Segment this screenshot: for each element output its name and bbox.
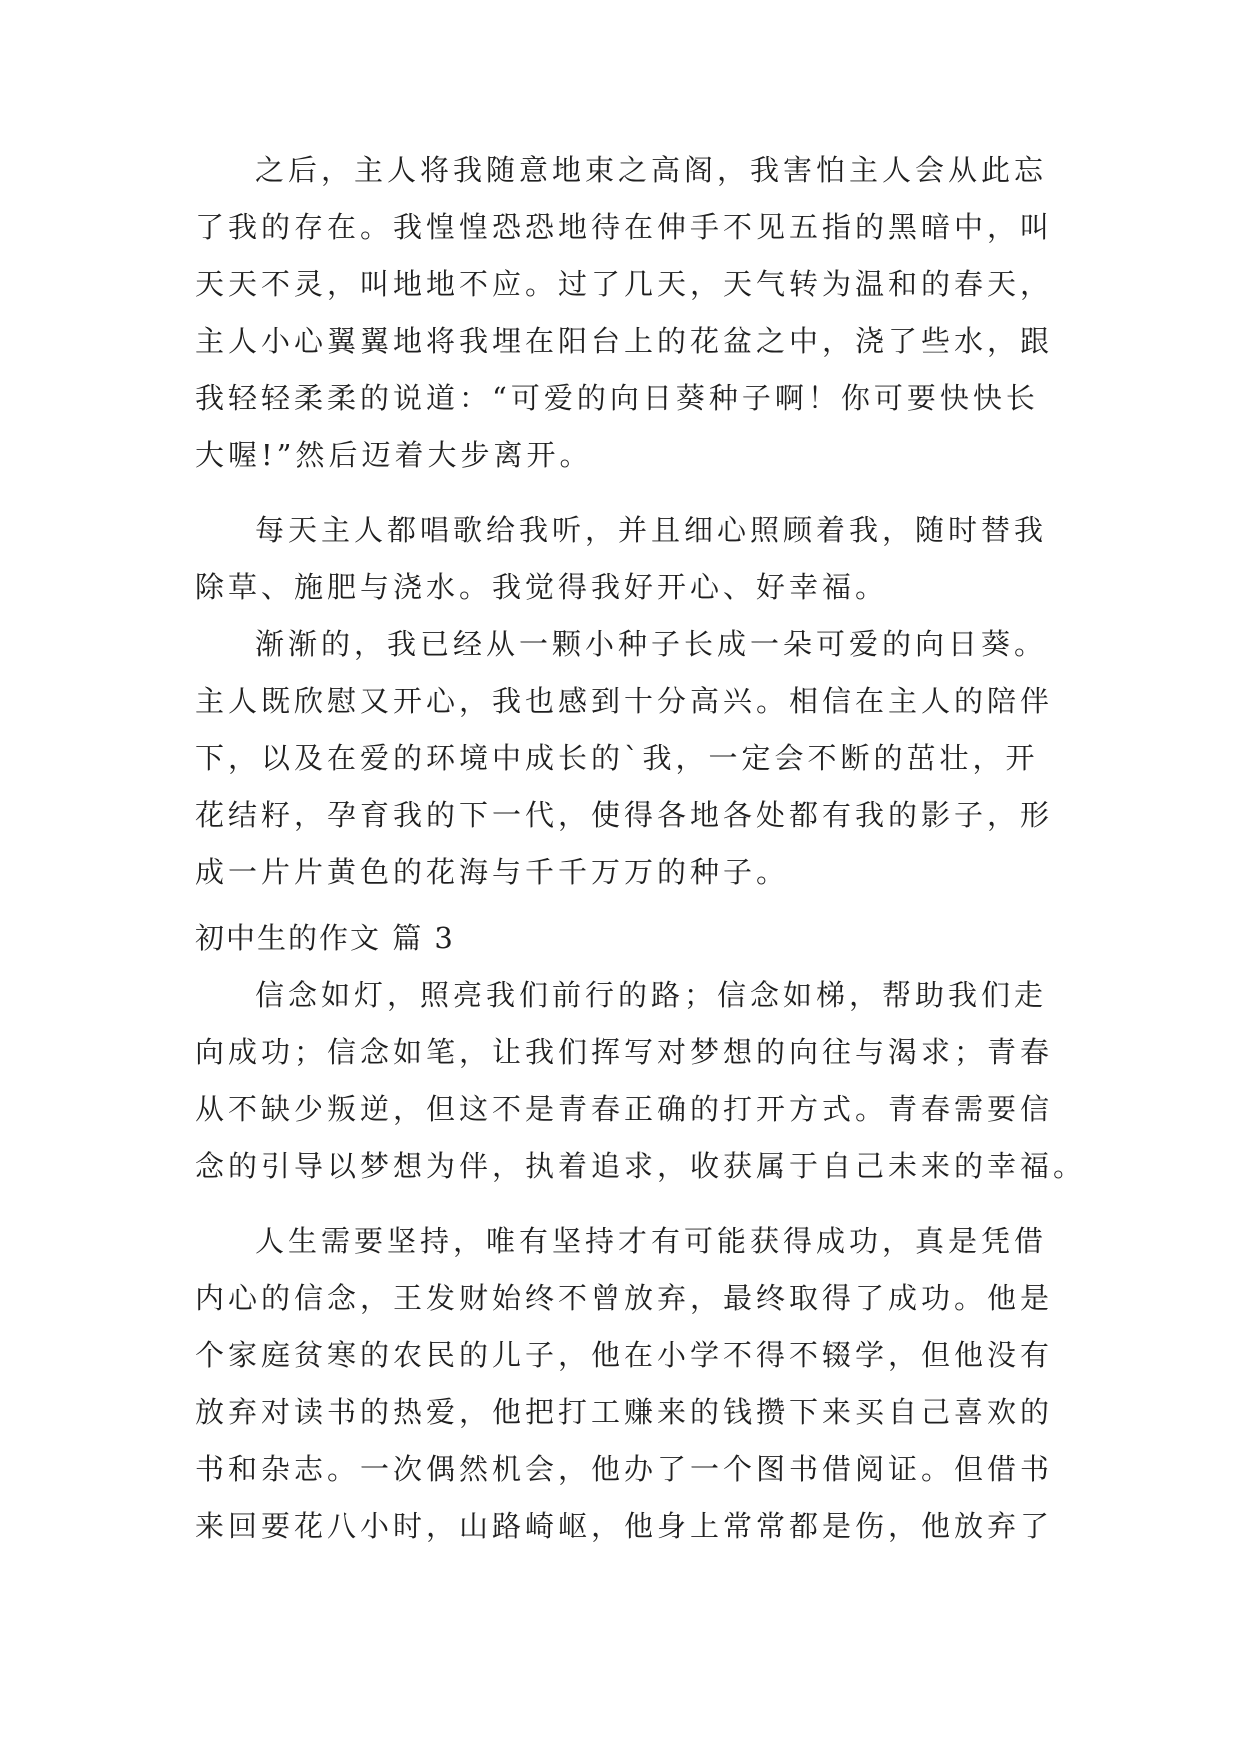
paragraph-line: 放弃对读书的热爱，他把打工赚来的钱攒下来买自己喜欢的 xyxy=(195,1395,1054,1429)
paragraph-line: 渐渐的，我已经从一颗小种子长成一朵可爱的向日葵。 xyxy=(255,627,1048,661)
paragraph-line: 内心的信念，王发财始终不曾放弃，最终取得了成功。他是 xyxy=(195,1281,1054,1315)
paragraph-line: 来回要花八小时，山路崎岖，他身上常常都是伤，他放弃了 xyxy=(195,1509,1054,1543)
paragraph-line: 个家庭贫寒的农民的儿子，他在小学不得不辍学，但他没有 xyxy=(195,1338,1054,1372)
paragraph-line: 成一片片黄色的花海与千千万万的种子。 xyxy=(195,855,790,889)
paragraph-line: 人生需要坚持，唯有坚持才有可能获得成功，真是凭借 xyxy=(255,1224,1048,1258)
paragraph-line: 每天主人都唱歌给我听，并且细心照顾着我，随时替我 xyxy=(255,513,1048,547)
paragraph-line: 下，以及在爱的环境中成长的`我，一定会不断的茁壮，开 xyxy=(195,741,1039,775)
paragraph-line: 了我的存在。我惶惶恐恐地待在伸手不见五指的黑暗中，叫 xyxy=(195,210,1054,244)
paragraph-line: 向成功；信念如笔，让我们挥写对梦想的向往与渴求；青春 xyxy=(195,1035,1054,1069)
paragraph-line: 念的引导以梦想为伴，执着追求，收获属于自己未来的幸福。 xyxy=(195,1149,1087,1183)
paragraph-line: 主人小心翼翼地将我埋在阳台上的花盆之中，浇了些水，跟 xyxy=(195,324,1054,358)
paragraph-line: 之后，主人将我随意地束之高阁，我害怕主人会从此忘 xyxy=(255,153,1048,187)
paragraph-line: 花结籽，孕育我的下一代，使得各地各处都有我的影子，形 xyxy=(195,798,1054,832)
paragraph-line: 除草、施肥与浇水。我觉得我好开心、好幸福。 xyxy=(195,570,889,604)
paragraph-line: 信念如灯，照亮我们前行的路；信念如梯，帮助我们走 xyxy=(255,978,1048,1012)
paragraph-line: 从不缺少叛逆，但这不是青春正确的打开方式。青春需要信 xyxy=(195,1092,1054,1126)
paragraph-line: 书和杂志。一次偶然机会，他办了一个图书借阅证。但借书 xyxy=(195,1452,1054,1486)
paragraph-line: 大喔!”然后迈着大步离开。 xyxy=(195,438,593,472)
paragraph-line: 主人既欣慰又开心，我也感到十分高兴。相信在主人的陪伴 xyxy=(195,684,1054,718)
section-heading: 初中生的作文 篇 3 xyxy=(195,921,455,955)
paragraph-line: 天天不灵，叫地地不应。过了几天，天气转为温和的春天， xyxy=(195,267,1054,301)
paragraph-line: 我轻轻柔柔的说道：“可爱的向日葵种子啊！你可要快快长 xyxy=(195,381,1039,415)
